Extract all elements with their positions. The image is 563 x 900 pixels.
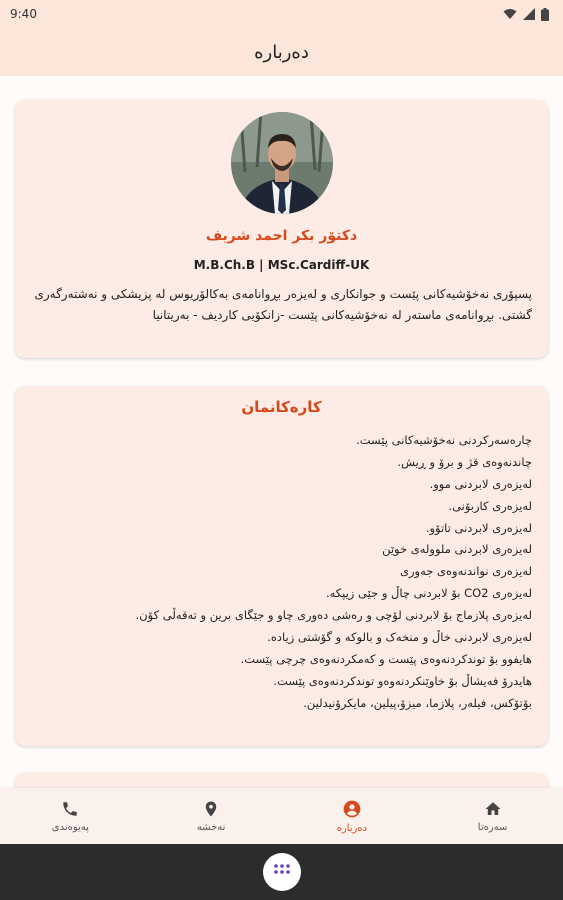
- service-item: چاندنەوەی قژ و برۆ و ڕیش.: [397, 454, 532, 469]
- service-item: لەیزەری لابردنی موو.: [429, 476, 532, 491]
- service-item: بۆتۆکس، فیلەر، پلازما، میزۆ،پیلین، مایکرۆنیدلین.: [303, 695, 532, 710]
- service-item: هایفوو بۆ توندکردنەوەی پێست و کەمکردنەوەی چرچی پێست.: [240, 651, 532, 666]
- nav-item-contact[interactable]: [0, 788, 141, 844]
- service-item: لەیزەری لابردنی تاتۆو.: [425, 520, 532, 535]
- nav-label-contact: پەیوەندی: [51, 821, 89, 833]
- apps-grid-icon: [273, 863, 291, 881]
- app-launcher-button[interactable]: [263, 853, 301, 891]
- doctor-degrees: M.B.Ch.B | MSc.Cardiff-UK: [193, 258, 370, 272]
- home-icon: [484, 800, 502, 818]
- service-item: لەیزەری پلازماج بۆ لابردنی لۆچی و رەشی دەوری چاو و جێگای برین و تەقەڵی کۆن.: [135, 608, 532, 623]
- status-bar: [0, 0, 563, 28]
- service-item: لەیزەری لابردنی خاڵ و منخەک و بالوکە و گۆشتی زیادە.: [267, 630, 532, 645]
- wifi-icon: [503, 8, 517, 20]
- partial-card: [15, 773, 548, 788]
- battery-icon: [541, 8, 549, 21]
- phone-icon: [61, 800, 79, 818]
- system-navigation-bar: [0, 844, 563, 900]
- status-time: 9:40: [10, 7, 37, 21]
- page-title: دەربارە: [254, 41, 309, 63]
- service-item: هایدرۆ فەیشاڵ بۆ خاوێنکردنەوەو توندکردنەوەی پێست.: [273, 673, 532, 688]
- service-item: لەیزەری CO2 بۆ لابردنی چاڵ و جێی زیپکە.: [325, 586, 532, 601]
- service-item: چارەسەرکردنی نەخۆشیەکانی پێست.: [356, 433, 532, 447]
- service-item: لەیزەری لابردنی ملوولەی خوێن: [382, 542, 532, 557]
- main-content[interactable]: [0, 76, 563, 788]
- services-card: [15, 386, 548, 746]
- service-item: لەیزەری کاربۆنی.: [448, 498, 532, 513]
- services-list: [27, 430, 532, 715]
- nav-label-about: دەربارە: [336, 822, 368, 834]
- doctor-bio: پسپۆری نەخۆشیەکانی پێست و جوانکاری و لەیزەر بڕوانامەی بەکالۆریوس لە پزیشکی و نەشتەرگەری گشتی. بڕوانامەی ماستەر لە نەخۆشیەکانی پێست -زانکۆیی کاردیف - بەریتانیا: [34, 287, 532, 322]
- nav-item-home[interactable]: [422, 788, 563, 844]
- status-icons: [503, 8, 549, 21]
- account-circle-icon: [342, 799, 362, 819]
- nav-label-home: سەرەتا: [477, 821, 508, 833]
- location-pin-icon: [202, 800, 220, 818]
- doctor-name: دکتۆر بکر احمد شریف: [205, 228, 358, 244]
- services-title: کارەکانمان: [241, 398, 322, 416]
- signal-icon: [523, 8, 535, 20]
- nav-label-map: نەخشە: [196, 821, 226, 833]
- nav-item-map[interactable]: [141, 788, 282, 844]
- nav-item-about[interactable]: [282, 788, 423, 844]
- app-bar: [0, 28, 563, 76]
- profile-card: [15, 100, 548, 358]
- doctor-avatar: [231, 112, 333, 214]
- bottom-navigation: [0, 788, 563, 844]
- service-item: لەیزەری نواندنەوەی جەوری: [399, 564, 532, 579]
